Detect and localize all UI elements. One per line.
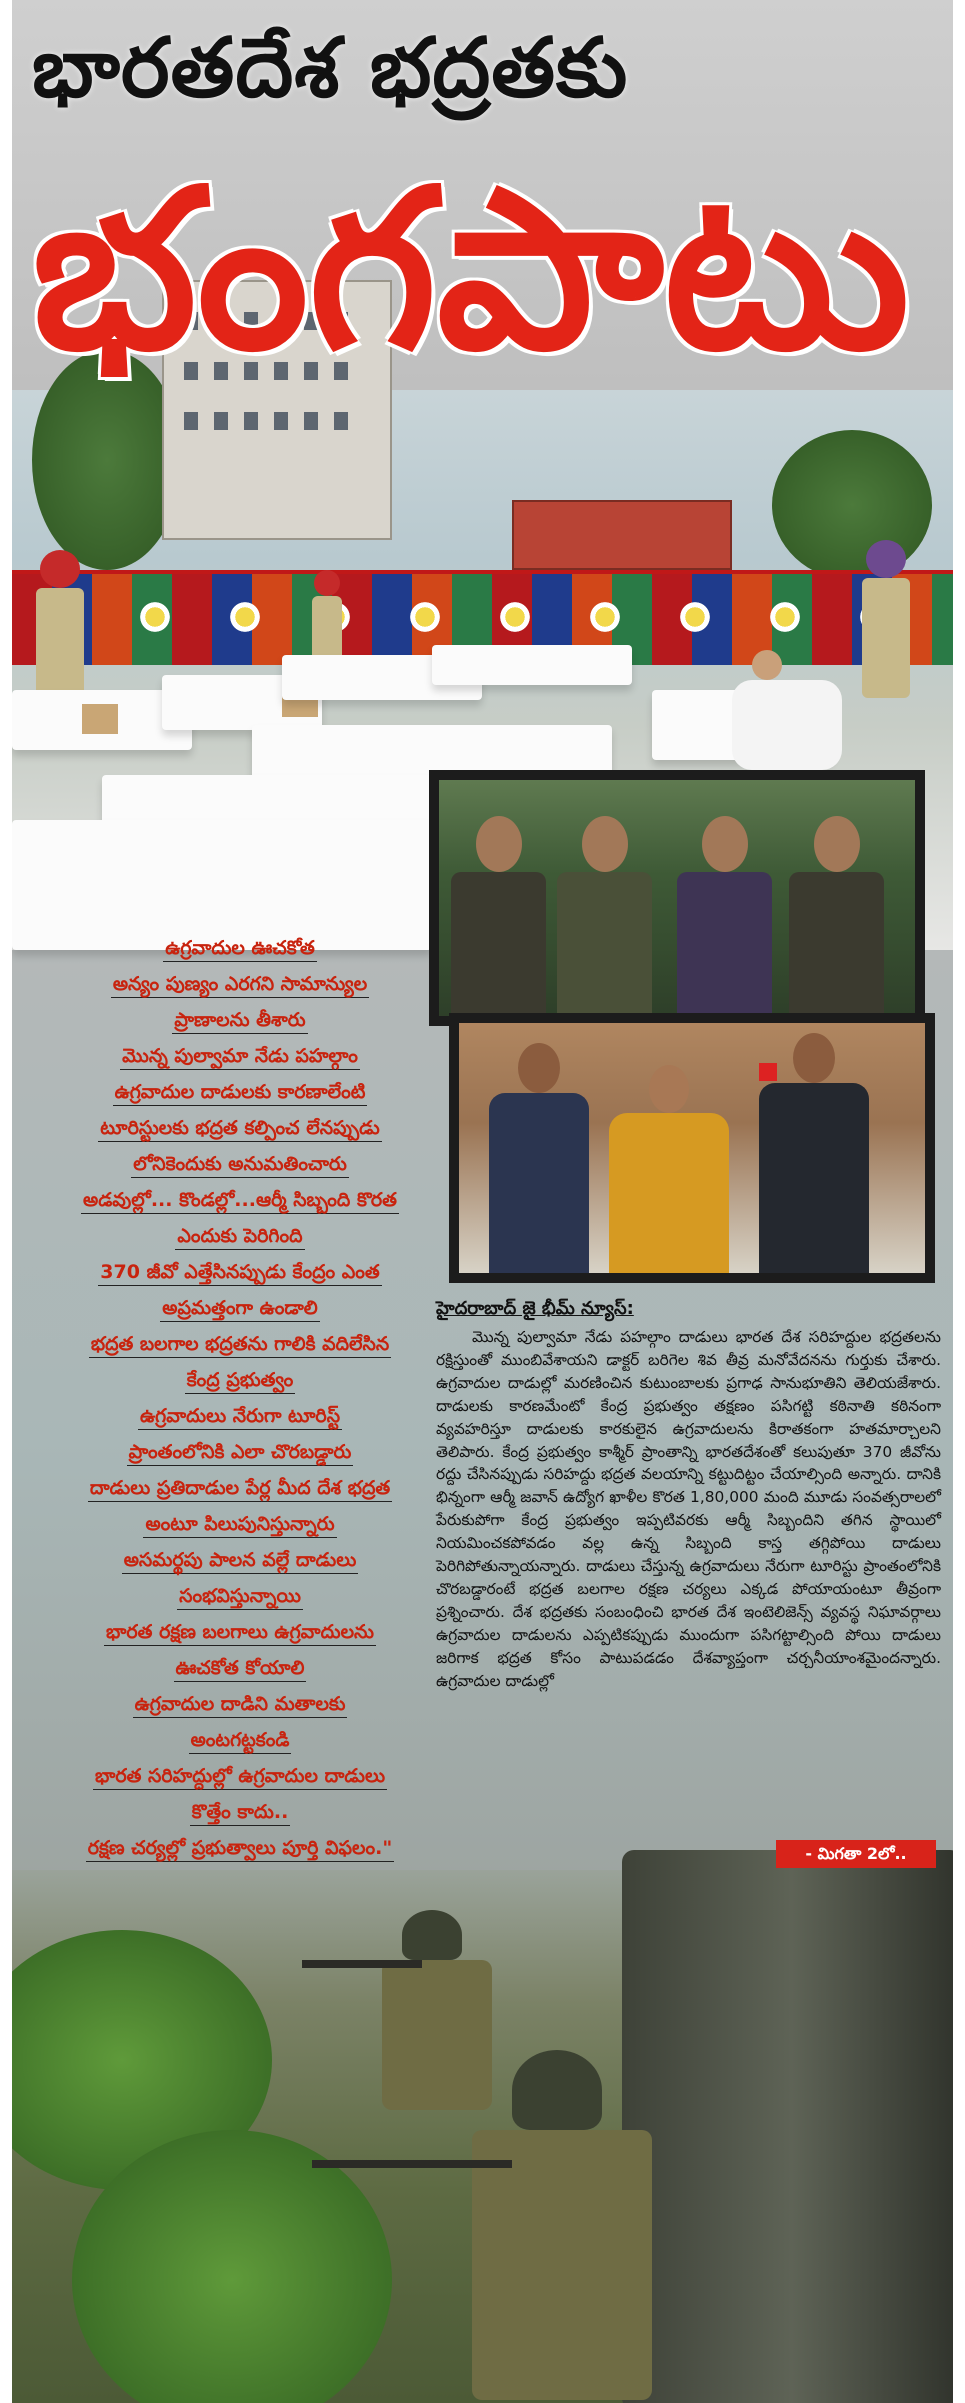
- quote-line: ఉగ్రవాదులు నేరుగా టూరిస్ట్: [50, 1398, 430, 1434]
- headline-top: భారతదేశ భద్రతకు: [32, 21, 629, 116]
- guard-right: [862, 540, 910, 698]
- quote-line: అంటగట్టకండి: [50, 1722, 430, 1758]
- quote-line: సంభవిస్తున్నాయి: [50, 1578, 430, 1614]
- militant-figure: [451, 816, 546, 1016]
- soldier-foreground: [472, 2050, 652, 2400]
- quote-line: ఉగ్రవాదుల దాడులకు కారణాలేంటి: [50, 1074, 430, 1110]
- newspaper-page: [12, 0, 953, 2403]
- quote-line: మొన్న పుల్వామా నేడు పహల్గాం: [50, 1038, 430, 1074]
- guard-left: [36, 550, 84, 708]
- quote-line: అసమర్థపు పాలన వల్లే దాడులు: [50, 1542, 430, 1578]
- rescue-photo: [449, 1013, 935, 1283]
- quote-line: కొత్తేం కాదు..: [50, 1794, 430, 1830]
- militant-figure: [789, 816, 884, 1016]
- rescuer-left: [489, 1043, 589, 1273]
- article-paragraph: మొన్న పుల్వామా నేడు పహల్గాం దాడులు భారత దేశ సరిహద్దుల భద్రతలను రక్షిస్తుంతో ముంబివేశాయని డాక్టర్ బరిగెల శివ తీవ్ర మనోవేదనను గుర్తుకు చేశారు. ఉగ్రవాదుల దాడుల్లో మరణించిన కుటుంబాలకు ప్రగాఢ సానుభూతిని తెలియజేశారు. దాడులకు కారణమేంటో కేంద్ర ప్రభుత్వం తక్షణం పసిగట్టి కఠినాతి కఠినంగా వ్యవహరిస్తూ దాడులకు కారకులైన ఉగ్రవాదులను కిరాతకంగా హతమార్చాలని తెలిపారు. కేంద్ర ప్రభుత్వం కాశ్మీర్ ప్రాంతాన్ని భారతదేశంతో కలుపుతూ 370 జీవోను రద్దు చేసినప్పుడు సరిహద్దు భద్రత వలయాన్ని కట్టుదిట్టం చేయాల్సింది అన్నారు. దానికి భిన్నంగా ఆర్మీ జవాన్ ఉద్యోగ ఖాళీల కొరత 1,80,000 మంది మూడు సంవత్సరాలలో పేరుకుపోగా కేంద్ర ప్రభుత్వం ఇప్పటివరకు ఆర్మీ సిబ్బందిని తగిన స్థాయిలో నియమించకపోవడం వల్ల ఉన్న సిబ్బంది కాస్త తగ్గిపోయి దాడులు పెరిగిపోతున్నాయన్నారు. దాడులు చేస్తున్న ఉగ్రవాదులు నేరుగా టూరిస్టు ప్రాంతంలోనికి చొరబడ్డారంటే భద్రత బలగాల రక్షణ చర్యలు ఎక్కడ పోయాయంటూ తీవ్రంగా ప్రశ్నించారు. దేశ భద్రతకు సంబంధించి భారత దేశ ఇంటెలిజెన్స్ వ్యవస్థ నిఘావర్గాలు ఉగ్రవాదుల దాడులను ఎప్పటికప్పుడు ముందుగా పసిగట్టాల్సింది పోయి దాడులు జరిగాక భద్రత కోసం పాటుపడడం దేశవ్యాప్తంగా చర్చనీయాంశమైందన్నారు. ఉగ్రవాదుల దాడుల్లో: [436, 1328, 941, 1690]
- article-byline: హైదరాబాద్ జై భీమ్ న్యూస్:: [436, 1298, 634, 1319]
- quote-line: అప్రమత్తంగా ఉండాలి: [50, 1290, 430, 1326]
- quote-line: ప్రాణాలను తీశారు: [50, 1002, 430, 1038]
- quote-line: భద్రత బలగాల భద్రతను గాలికి వదిలేసిన: [50, 1326, 430, 1362]
- quote-line: 370 జీవో ఎత్తేసినప్పుడు కేంద్రం ఎంత: [50, 1254, 430, 1290]
- quote-line: రక్షణ చర్యల్లో ప్రభుత్వాలు పూర్తి విఫలం.": [50, 1830, 430, 1866]
- quote-line: దాడులు ప్రతిదాడుల పేర్ల మీద దేశ భద్రత: [50, 1470, 430, 1506]
- rifle: [302, 1960, 422, 1968]
- red-cross-sign: [759, 1063, 777, 1081]
- quote-line: లోనికెందుకు అనుమతించారు: [50, 1146, 430, 1182]
- headline-main: భంగపాటు: [32, 142, 910, 398]
- injured-woman: [609, 1065, 729, 1273]
- quote-line: ఎందుకు పెరిగింది: [50, 1218, 430, 1254]
- guard-back: [312, 570, 342, 666]
- quote-line: ఉగ్రవాదుల ఊచకోత: [50, 930, 430, 966]
- quote-line: భారత సరిహద్దుల్లో ఉగ్రవాదుల దాడులు: [50, 1758, 430, 1794]
- security-forces-photo: [12, 1870, 953, 2403]
- quote-list: [50, 930, 430, 1902]
- quote-line: అడవుల్లో... కొండల్లో...ఆర్మీ సిబ్బంది కొరత: [50, 1182, 430, 1218]
- red-roof-building: [512, 500, 732, 570]
- quote-line: ఉగ్రవాదుల దాడిని మతాలకు: [50, 1686, 430, 1722]
- armored-vehicle: [622, 1850, 953, 2403]
- militants-photo: [429, 770, 925, 1026]
- quote-line: ప్రాంతంలోనికి ఎలా చొరబడ్డారు: [50, 1434, 430, 1470]
- quote-line: అన్యం పుణ్యం ఎరగని సామాన్యుల: [50, 966, 430, 1002]
- coffin: [432, 645, 632, 685]
- quote-line: అంటూ పిలుపునిస్తున్నారు: [50, 1506, 430, 1542]
- militant-figure: [557, 816, 652, 1016]
- militant-figure: [677, 816, 772, 1016]
- quote-line: కేంద్ర ప్రభుత్వం: [50, 1362, 430, 1398]
- quote-line: భారత రక్షణ బలగాలు ఉగ్రవాదులను: [50, 1614, 430, 1650]
- continued-label: - మిగతా 2లో..: [776, 1840, 936, 1868]
- quote-line: ఊచకోత కోయాలి: [50, 1650, 430, 1686]
- quote-line: టూరిస్టులకు భద్రత కల్పించ లేనప్పుడు: [50, 1110, 430, 1146]
- article-body: [436, 1326, 941, 1693]
- rifle: [312, 2160, 512, 2168]
